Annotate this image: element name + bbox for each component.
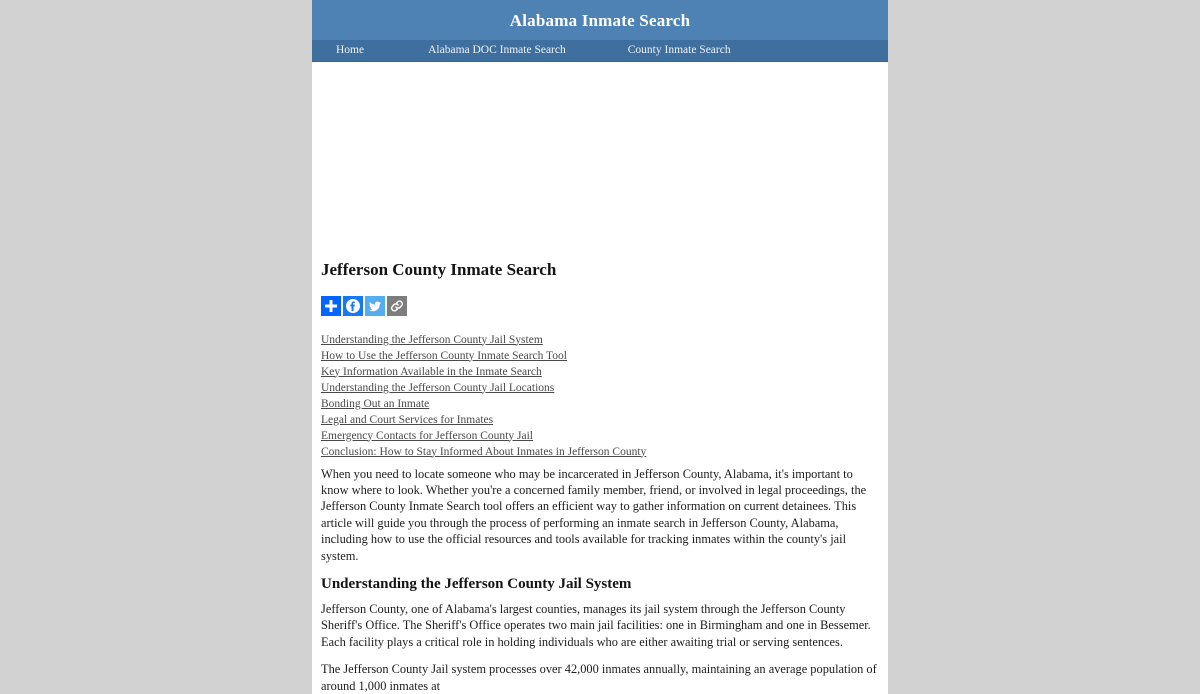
toc-link[interactable]: Legal and Court Services for Inmates [321, 413, 494, 426]
table-of-contents [321, 332, 879, 460]
toc-link[interactable]: Understanding the Jefferson County Jail Locations [321, 381, 555, 394]
addtoany-plus-icon[interactable] [321, 296, 341, 316]
section-paragraph-clipped: The Jefferson County Jail system processes over 42,000 inmates annually, maintaining an average population of around 1,000 inmates at [321, 662, 877, 693]
toc-link[interactable]: How to Use the Jefferson County Inmate Search Tool [321, 349, 567, 362]
site-content-container [312, 0, 888, 694]
toc-link[interactable]: Understanding the Jefferson County Jail System [321, 333, 543, 346]
nav-item-home[interactable]: Home [336, 43, 365, 56]
primary-navigation [312, 40, 888, 62]
link-icon[interactable] [387, 296, 407, 316]
nav-item-county-inmate-search[interactable]: County Inmate Search [627, 43, 731, 56]
section-heading: Understanding the Jefferson County Jail System [321, 575, 632, 592]
article-body [312, 260, 888, 694]
site-title: Alabama Inmate Search [509, 10, 691, 30]
toc-link[interactable]: Bonding Out an Inmate [321, 397, 430, 410]
share-buttons [321, 296, 879, 316]
toc-link[interactable]: Emergency Contacts for Jefferson County Jail [321, 429, 533, 442]
page-title: Jefferson County Inmate Search [321, 260, 557, 279]
intro-paragraph: When you need to locate someone who may be incarcerated in Jefferson County, Alabama, it's important to know where to look. Whether you're a concerned family member, friend, or involved in legal proceedings, the Jefferson County Inmate Search tool offers an efficient way to gather information on current detainees. This article will guide you through the process of performing an inmate search in Jefferson County, Alabama, including how to use the official resources and tools available for tracking inmates within the county's jail system. [321, 466, 867, 563]
twitter-icon[interactable] [365, 296, 385, 316]
site-header [312, 0, 888, 40]
nav-item-alabama-doc-inmate-search[interactable]: Alabama DOC Inmate Search [428, 43, 566, 56]
toc-link[interactable]: Key Information Available in the Inmate Search [321, 365, 542, 378]
section-paragraph: Jefferson County, one of Alabama's largest counties, manages its jail system through the Jefferson County Sheriff's Office. The Sheriff's Office operates two main jail facilities: one in Birmingham and one in Bessemer. Each facility plays a critical role in holding individuals who are either awaiting trial or serving sentences. [321, 601, 871, 649]
toc-link[interactable]: Conclusion: How to Stay Informed About Inmates in Jefferson County [321, 445, 647, 458]
advertisement-slot [312, 62, 888, 260]
facebook-icon[interactable] [343, 296, 363, 316]
